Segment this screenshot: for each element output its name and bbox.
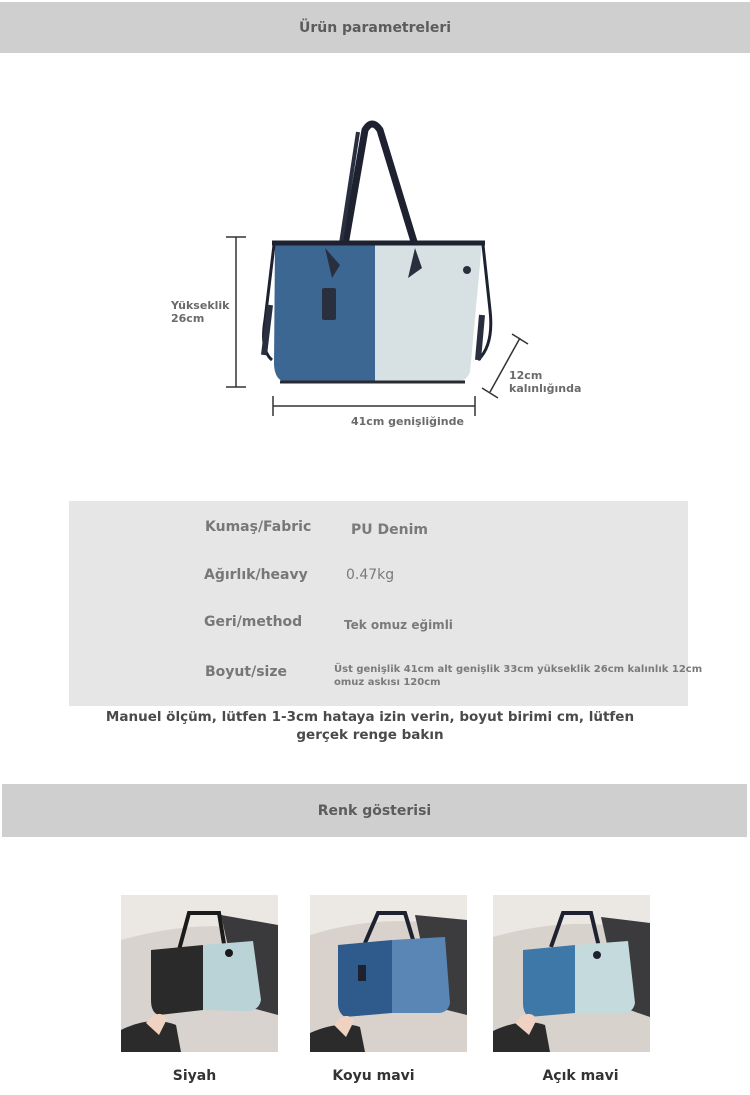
color-label-dark-blue: Koyu mavi bbox=[332, 1068, 415, 1084]
spec-label-method: Geri/method bbox=[204, 614, 303, 630]
spec-value-size-line1: Üst genişlik 41cm alt genişlik 33cm yükseklik 26cm kalınlık 12cm bbox=[334, 664, 703, 675]
spec-value-weight: 0.47kg bbox=[346, 567, 395, 583]
bag-body-right bbox=[375, 243, 482, 382]
params-section-header bbox=[0, 2, 750, 53]
spec-label-weight: Ağırlık/heavy bbox=[204, 567, 308, 583]
measurement-note: Manuel ölçüm, lütfen 1-3cm hataya izin verin, boyut birimi cm, lütfen gerçek renge bakın bbox=[105, 709, 635, 743]
color-swatch-black[interactable] bbox=[121, 895, 278, 1052]
thickness-label-line2: kalınlığında bbox=[509, 382, 582, 395]
width-dimension bbox=[273, 396, 475, 416]
spec-value-size bbox=[334, 663, 703, 689]
height-label bbox=[171, 299, 230, 325]
height-label-line2: 26cm bbox=[171, 312, 205, 325]
bag-charm bbox=[322, 288, 336, 320]
spec-value-size-line2: omuz askısı 120cm bbox=[334, 677, 441, 688]
side-snap-right bbox=[463, 266, 471, 274]
spec-label-size: Boyut/size bbox=[205, 664, 287, 680]
side-strap-right bbox=[478, 315, 482, 360]
width-label: 41cm genişliğinde bbox=[351, 415, 464, 428]
spec-value-method: Tek omuz eğimli bbox=[344, 618, 453, 632]
thickness-label bbox=[509, 369, 581, 395]
spec-table bbox=[69, 501, 703, 706]
spec-label-fabric: Kumaş/Fabric bbox=[205, 519, 312, 535]
colors-section-header bbox=[2, 784, 747, 837]
thickness-label-line1: 12cm bbox=[509, 369, 543, 382]
color-label-light-blue: Açık mavi bbox=[542, 1068, 619, 1084]
dark-blue-bag-photo bbox=[310, 895, 467, 1052]
light-blue-bag-photo bbox=[493, 895, 650, 1052]
height-label-line1: Yükseklik bbox=[171, 299, 230, 312]
color-swatch-dark-blue[interactable] bbox=[310, 895, 467, 1052]
spec-value-fabric: PU Denim bbox=[351, 522, 428, 538]
black-bag-photo bbox=[121, 895, 278, 1052]
params-section-title: Ürün parametreleri bbox=[298, 19, 452, 36]
color-swatch-light-blue[interactable] bbox=[493, 895, 650, 1052]
color-label-black: Siyah bbox=[172, 1068, 217, 1084]
colors-section-title: Renk gösterisi bbox=[317, 802, 432, 819]
